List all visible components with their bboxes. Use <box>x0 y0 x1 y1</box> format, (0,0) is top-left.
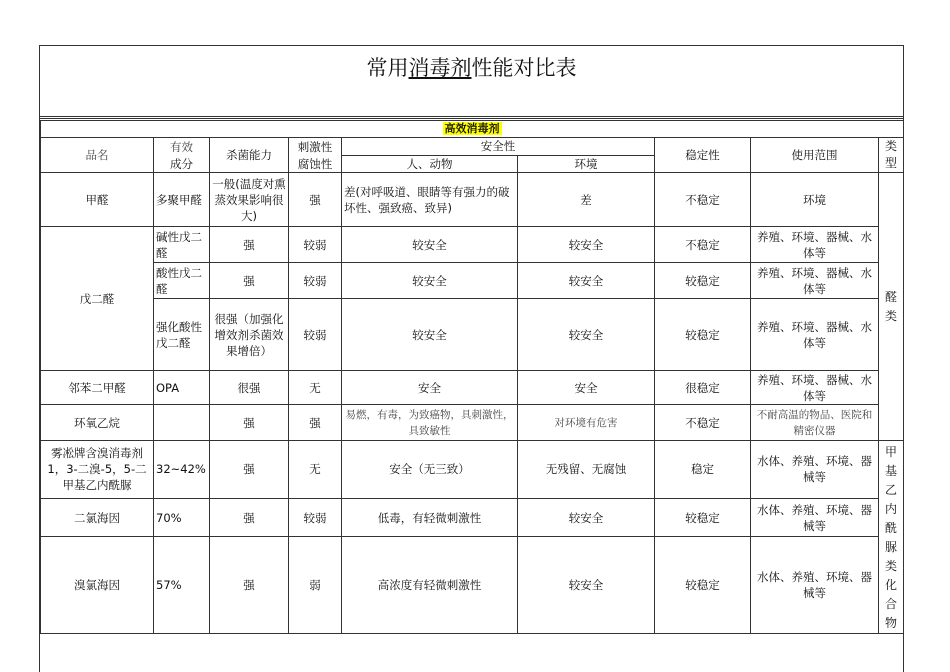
cell-safety-people: 较安全 <box>342 299 518 371</box>
cell-stability: 不稳定 <box>655 173 751 227</box>
cell-scope: 不耐高温的物品、医院和精密仪器 <box>751 405 879 441</box>
cell-stability: 不稳定 <box>655 227 751 263</box>
table-row <box>41 405 904 441</box>
cell-stability: 较稳定 <box>655 498 751 537</box>
cell-name: 雾凇牌含溴消毒剂1，3-二溴-5，5-二甲基乙内酰脲 <box>41 441 154 499</box>
cell-ingredient <box>154 405 210 441</box>
document-frame <box>39 45 904 672</box>
title-part-2: 消毒剂 <box>408 56 472 80</box>
cell-irritation: 无 <box>289 441 342 499</box>
cell-kill: 强 <box>210 537 289 634</box>
table-row <box>41 537 904 634</box>
cell-stability: 不稳定 <box>655 405 751 441</box>
header-safety: 安全性 <box>342 138 655 156</box>
header-scope: 使用范围 <box>751 138 879 173</box>
table-row <box>41 498 904 537</box>
cell-safety-people: 安全 <box>342 371 518 405</box>
cell-safety-people: 较安全 <box>342 227 518 263</box>
cell-scope: 水体、养殖、环境、器械等 <box>751 537 879 634</box>
cell-safety-people: 较安全 <box>342 263 518 299</box>
cell-name: 邻苯二甲醛 <box>41 371 154 405</box>
cell-safety-env: 较安全 <box>518 227 655 263</box>
cell-irritation: 弱 <box>289 537 342 634</box>
cell-irritation: 强 <box>289 405 342 441</box>
comparison-table <box>40 120 904 634</box>
cell-irritation: 较弱 <box>289 227 342 263</box>
category-label: 高效消毒剂 <box>444 122 500 135</box>
header-ingredient-2: 成分 <box>154 155 210 173</box>
cell-kill: 一般(温度对熏蒸效果影响很大) <box>210 173 289 227</box>
category-cell <box>41 121 904 138</box>
title-rule-bottom <box>40 118 903 119</box>
title-part-3: 性能对比表 <box>471 56 577 80</box>
table-row <box>41 227 904 263</box>
cell-safety-people: 高浓度有轻微刺激性 <box>342 537 518 634</box>
cell-name: 甲醛 <box>41 173 154 227</box>
cell-irritation: 较弱 <box>289 263 342 299</box>
cell-irritation: 强 <box>289 173 342 227</box>
cell-safety-env: 较安全 <box>518 498 655 537</box>
cell-kill: 强 <box>210 498 289 537</box>
header-row-1 <box>41 138 904 156</box>
cell-irritation: 较弱 <box>289 299 342 371</box>
header-type <box>879 138 904 173</box>
cell-stability: 较稳定 <box>655 537 751 634</box>
title-part-1: 常用 <box>366 56 409 80</box>
cell-kill: 很强 <box>210 371 289 405</box>
header-safety-env: 环境 <box>518 155 655 173</box>
header-stability: 稳定性 <box>655 138 751 173</box>
table-row <box>41 263 904 299</box>
title-area <box>40 46 903 118</box>
cell-safety-env: 差 <box>518 173 655 227</box>
category-row <box>41 121 904 138</box>
cell-stability: 稳定 <box>655 441 751 499</box>
cell-name: 溴氯海因 <box>41 537 154 634</box>
header-ingredient-1: 有效 <box>154 138 210 156</box>
cell-safety-env: 较安全 <box>518 263 655 299</box>
title-rule-top <box>40 116 903 117</box>
cell-scope: 水体、养殖、环境、器械等 <box>751 498 879 537</box>
cell-stability: 较稳定 <box>655 263 751 299</box>
cell-ingredient: 酸性戊二醛 <box>154 263 210 299</box>
cell-irritation: 无 <box>289 371 342 405</box>
cell-name: 戊二醛 <box>41 227 154 371</box>
table-row <box>41 441 904 499</box>
cell-stability: 较稳定 <box>655 299 751 371</box>
cell-ingredient: 70% <box>154 498 210 537</box>
cell-scope: 水体、养殖、环境、器械等 <box>751 441 879 499</box>
cell-safety-env: 较安全 <box>518 537 655 634</box>
type-group-aldehyde <box>879 173 904 441</box>
header-irritation-1: 刺激性 <box>289 138 342 156</box>
cell-kill: 强 <box>210 227 289 263</box>
cell-safety-people: 易燃，有毒，为致癌物，具刺激性，具致敏性 <box>342 405 518 441</box>
cell-safety-people: 差(对呼吸道、眼睛等有强力的破坏性、强致癌、致异) <box>342 173 518 227</box>
header-safety-people: 人、动物 <box>342 155 518 173</box>
cell-ingredient: 57% <box>154 537 210 634</box>
cell-ingredient: 32~42% <box>154 441 210 499</box>
cell-name: 二氯海因 <box>41 498 154 537</box>
cell-safety-env: 安全 <box>518 371 655 405</box>
cell-scope: 环境 <box>751 173 879 227</box>
cell-scope: 养殖、环境、器械、水体等 <box>751 263 879 299</box>
table-row <box>41 173 904 227</box>
cell-kill: 强 <box>210 405 289 441</box>
cell-kill: 很强（加强化增效剂杀菌效果增倍） <box>210 299 289 371</box>
cell-name: 环氧乙烷 <box>41 405 154 441</box>
header-type-label: 类型 <box>885 139 898 170</box>
cell-scope: 养殖、环境、器械、水体等 <box>751 227 879 263</box>
cell-ingredient: 碱性戊二醛 <box>154 227 210 263</box>
cell-safety-people: 低毒，有轻微刺激性 <box>342 498 518 537</box>
type-group-hydantoin-label: 甲基乙内酰脲类化合物 <box>885 445 898 630</box>
type-group-aldehyde-label: 醛类 <box>885 289 898 323</box>
cell-kill: 强 <box>210 263 289 299</box>
cell-ingredient: OPA <box>154 371 210 405</box>
cell-ingredient: 多聚甲醛 <box>154 173 210 227</box>
cell-kill: 强 <box>210 441 289 499</box>
page-title <box>40 52 903 82</box>
cell-irritation: 较弱 <box>289 498 342 537</box>
cell-scope: 养殖、环境、器械、水体等 <box>751 371 879 405</box>
header-irritation-2: 腐蚀性 <box>289 155 342 173</box>
header-name: 品名 <box>41 138 154 173</box>
table-row <box>41 299 904 371</box>
cell-safety-env: 无残留、无腐蚀 <box>518 441 655 499</box>
cell-safety-env: 较安全 <box>518 299 655 371</box>
cell-safety-people: 安全（无三致） <box>342 441 518 499</box>
cell-stability: 很稳定 <box>655 371 751 405</box>
type-group-hydantoin <box>879 441 904 634</box>
cell-ingredient: 强化酸性戊二醛 <box>154 299 210 371</box>
cell-safety-env: 对环境有危害 <box>518 405 655 441</box>
header-kill: 杀菌能力 <box>210 138 289 173</box>
cell-scope: 养殖、环境、器械、水体等 <box>751 299 879 371</box>
table-row <box>41 371 904 405</box>
